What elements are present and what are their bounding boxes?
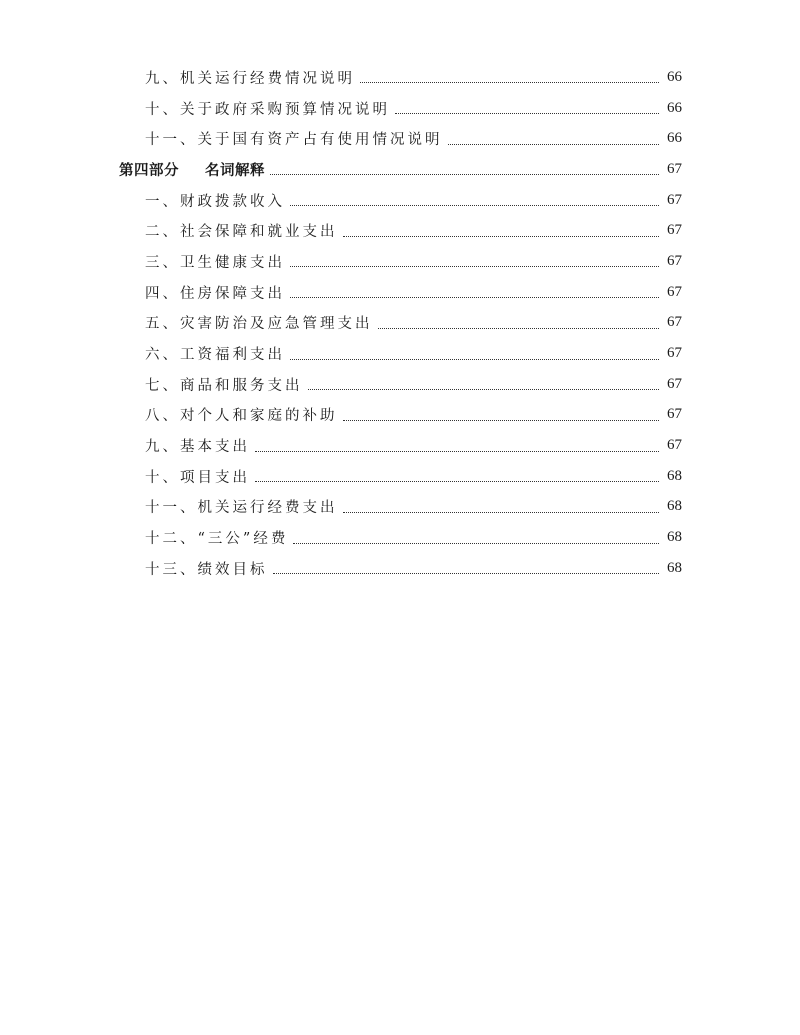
toc-entry-page: 67 — [667, 375, 682, 392]
dot-leader — [343, 511, 660, 513]
dot-leader — [255, 480, 659, 482]
dot-leader — [290, 296, 659, 298]
dot-leader — [290, 265, 659, 267]
dot-leader — [448, 143, 660, 145]
toc-entry[interactable] — [0, 400, 800, 431]
toc-entry-page: 66 — [667, 68, 682, 85]
toc-entry-page: 66 — [667, 130, 682, 147]
dot-leader — [360, 81, 659, 83]
toc-entry-label: 十、项目支出 — [145, 466, 252, 487]
toc-entry[interactable] — [0, 430, 800, 461]
toc-entry-label: 十二、“三公”经费 — [145, 527, 290, 548]
toc-entry-label: 一、财政拨款收入 — [145, 190, 287, 211]
toc-entry-label: 四、住房保障支出 — [145, 282, 287, 303]
toc-entry-label: 二、社会保障和就业支出 — [145, 220, 340, 241]
dot-leader — [308, 388, 660, 390]
toc-entry-page: 67 — [667, 283, 682, 300]
dot-leader — [343, 419, 660, 421]
toc-entry-page: 68 — [667, 467, 682, 484]
toc-entry[interactable] — [0, 522, 800, 553]
toc-entry-page: 67 — [667, 345, 682, 362]
dot-leader — [395, 112, 659, 114]
toc-entry-label: 八、对个人和家庭的补助 — [145, 404, 340, 425]
toc-section-label — [119, 159, 267, 180]
dot-leader — [290, 204, 659, 206]
toc-entry-page: 68 — [667, 559, 682, 576]
dot-leader — [293, 542, 659, 544]
dot-leader — [270, 173, 659, 175]
toc-entry-page: 68 — [667, 498, 682, 515]
toc-entry[interactable] — [0, 62, 800, 93]
toc-entry[interactable] — [0, 308, 800, 339]
section-title: 名词解释 — [205, 161, 265, 179]
toc-entry[interactable] — [0, 553, 800, 584]
table-of-contents — [0, 62, 800, 584]
toc-entry-label: 十一、机关运行经费支出 — [145, 496, 340, 517]
toc-entry-label: 九、机关运行经费情况说明 — [145, 67, 357, 88]
toc-entry[interactable] — [0, 123, 800, 154]
toc-entry-label: 十、关于政府采购预算情况说明 — [145, 98, 392, 119]
toc-entry[interactable] — [0, 369, 800, 400]
toc-entry[interactable] — [0, 93, 800, 124]
toc-entry-label: 九、基本支出 — [145, 435, 252, 456]
toc-entry-page: 67 — [667, 406, 682, 423]
toc-entry-label: 十一、关于国有资产占有使用情况说明 — [145, 128, 445, 149]
toc-entry-label: 十三、绩效目标 — [145, 558, 270, 579]
toc-entry[interactable] — [0, 246, 800, 277]
toc-entry-page: 68 — [667, 529, 682, 546]
toc-entry-page: 67 — [667, 191, 682, 208]
toc-entry-label: 三、卫生健康支出 — [145, 251, 287, 272]
toc-entry-label: 七、商品和服务支出 — [145, 374, 305, 395]
toc-entry[interactable] — [0, 461, 800, 492]
toc-entry-label: 五、灾害防治及应急管理支出 — [145, 312, 375, 333]
toc-entry-page: 67 — [667, 314, 682, 331]
toc-entry[interactable] — [0, 215, 800, 246]
dot-leader — [255, 450, 659, 452]
toc-entry[interactable] — [0, 338, 800, 369]
toc-entry-page: 67 — [667, 252, 682, 269]
section-part: 第四部分 — [119, 161, 179, 179]
toc-section-heading[interactable] — [0, 154, 800, 185]
toc-entry[interactable] — [0, 277, 800, 308]
toc-entry-page: 66 — [667, 99, 682, 116]
dot-leader — [343, 235, 660, 237]
toc-entry[interactable] — [0, 492, 800, 523]
dot-leader — [290, 358, 659, 360]
toc-entry-page: 67 — [667, 437, 682, 454]
toc-section-page: 67 — [667, 160, 682, 177]
dot-leader — [273, 572, 660, 574]
toc-entry[interactable] — [0, 185, 800, 216]
dot-leader — [378, 327, 660, 329]
toc-entry-label: 六、工资福利支出 — [145, 343, 287, 364]
toc-entry-page: 67 — [667, 222, 682, 239]
